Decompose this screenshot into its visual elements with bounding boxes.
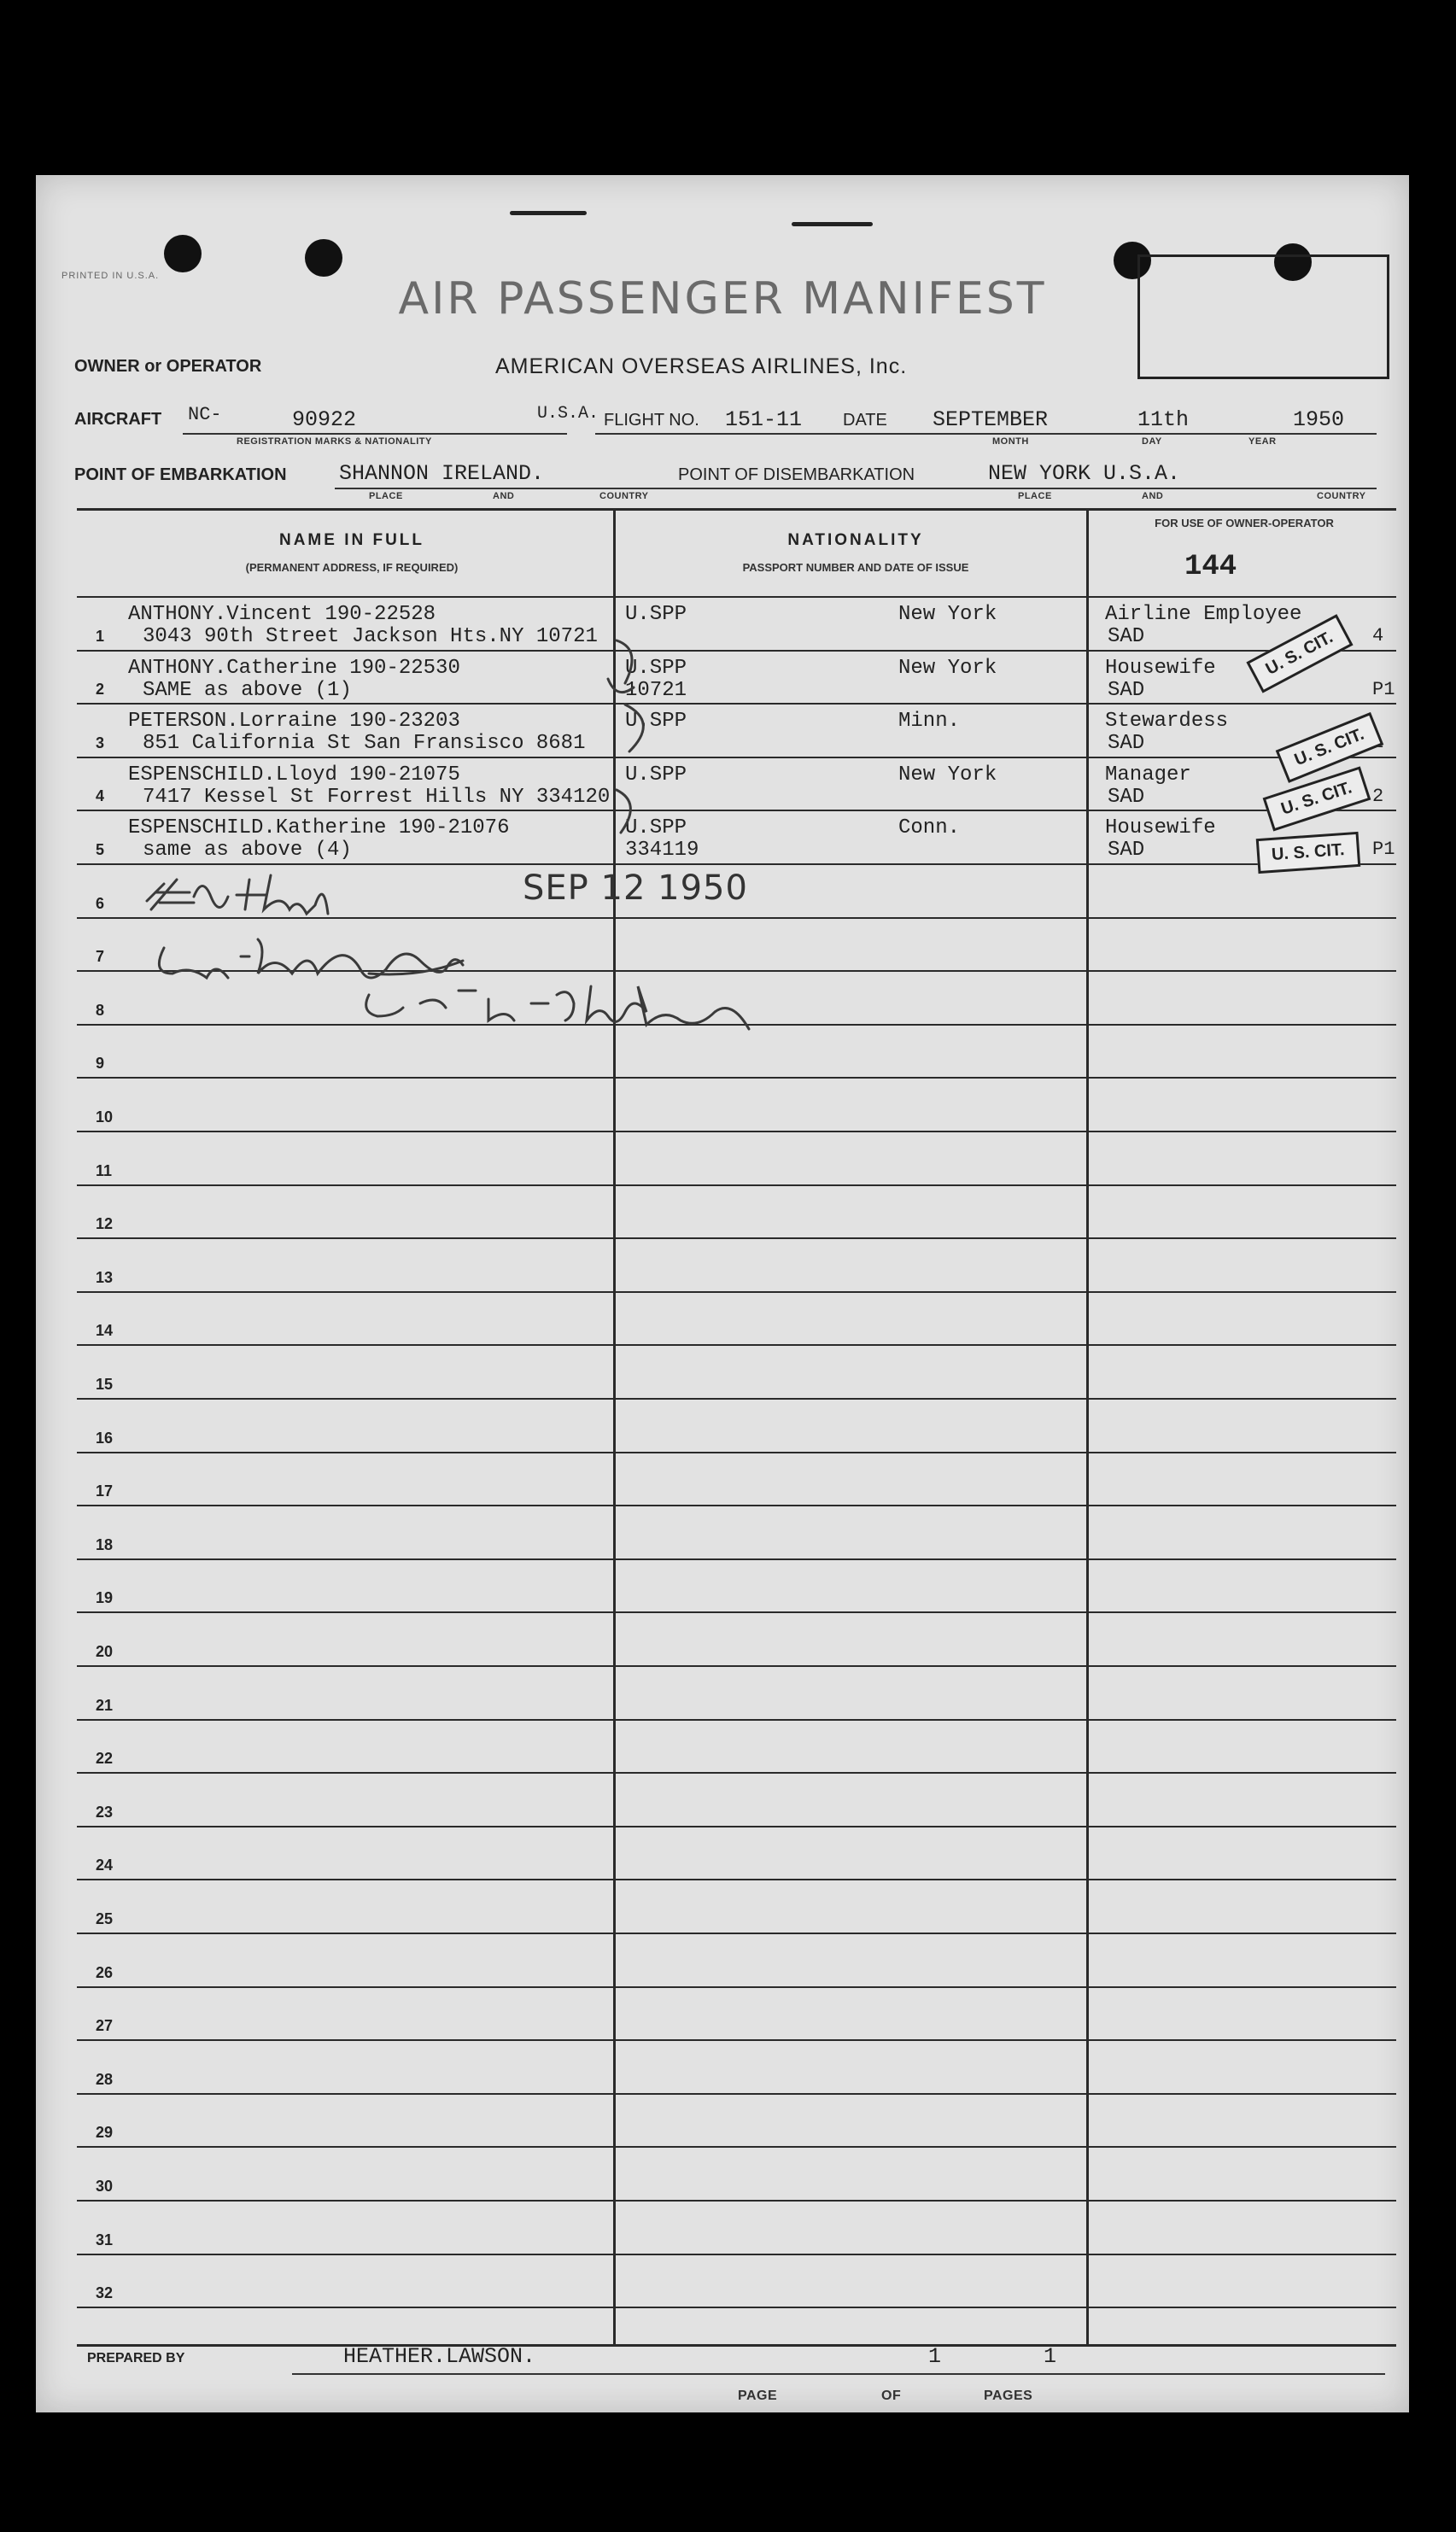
passenger-name: ESPENSCHILD.Katherine 190-21076 [128, 816, 510, 840]
of-label: OF [881, 2389, 902, 2403]
row-number: 14 [96, 1322, 114, 1340]
row-number: 23 [96, 1803, 114, 1821]
row-rule [77, 2254, 1396, 2255]
and-caption: AND [1142, 491, 1164, 501]
passenger-name: ANTHONY.Vincent 190-22528 [128, 603, 436, 626]
row-number: 4 [96, 787, 105, 805]
passenger-occupation: Stewardess [1105, 710, 1229, 734]
row-number: 10 [96, 1108, 114, 1126]
aircraft-label: AIRCRAFT [74, 410, 162, 429]
prepared-by-value: HEATHER.LAWSON. [343, 2344, 536, 2369]
row-number: 3 [96, 734, 105, 751]
row-rule [77, 1611, 1396, 1613]
month-caption: MONTH [992, 436, 1029, 447]
place-caption: PLACE [369, 491, 403, 501]
table-bottom-rule [77, 2344, 1396, 2347]
passenger-code: SAD [1108, 678, 1145, 702]
printed-in-note: PRINTED IN U.S.A. [61, 271, 160, 281]
row-rule [77, 1772, 1396, 1774]
nationality-column-sub: PASSPORT NUMBER AND DATE OF ISSUE [742, 561, 969, 574]
passenger-code: SAD [1108, 839, 1145, 863]
row-number: 29 [96, 2124, 114, 2142]
aircraft-prefix: NC- [188, 404, 222, 425]
passenger-code: SAD [1108, 732, 1145, 756]
embark-value: SHANNON IRELAND. [339, 461, 545, 486]
name-column-head: NAME IN FULL [278, 531, 425, 549]
passenger-address: 851 California St San Fransisco 8681 [143, 732, 586, 756]
row-rule [77, 1398, 1396, 1400]
row-number: 2 [96, 681, 105, 699]
row-rule [77, 1291, 1396, 1293]
row-number: 6 [96, 894, 105, 912]
row-rule [77, 1665, 1396, 1667]
row-number: 9 [96, 1055, 105, 1073]
row-rule [77, 1344, 1396, 1346]
row-number: 11 [96, 1161, 113, 1179]
row-number: 1 [96, 627, 105, 645]
row-number: 16 [96, 1429, 114, 1447]
passenger-nationality: U.SPP [625, 603, 687, 626]
row-rule [77, 1986, 1396, 1988]
day-caption: DAY [1142, 436, 1162, 447]
passenger-state: Minn. [898, 710, 961, 734]
passenger-state: New York [898, 656, 997, 680]
us-citizen-stamp: U. S. CIT. [1263, 767, 1371, 832]
form-title: AIR PASSENGER MANIFEST [398, 273, 1047, 325]
row-rule [77, 2039, 1396, 2041]
owner-label: OWNER or OPERATOR [74, 357, 262, 376]
row-rule [77, 2307, 1396, 2308]
row-number: 15 [96, 1376, 114, 1393]
passenger-address: same as above (4) [143, 839, 352, 863]
passenger-extra: 4 [1372, 625, 1384, 646]
nationality-column-head: NATIONALITY [787, 531, 924, 549]
row-number: 31 [96, 2231, 114, 2248]
row-rule [77, 1879, 1396, 1880]
row-number: 30 [96, 2178, 114, 2195]
owner-value: AMERICAN OVERSEAS AIRLINES, Inc. [495, 354, 908, 378]
row-number: 19 [96, 1589, 114, 1607]
passenger-nationality: U.SPP [625, 763, 687, 786]
row-number: 24 [96, 1857, 114, 1874]
name-column-sub: (PERMANENT ADDRESS, IF REQUIRED) [245, 561, 459, 574]
row-rule [77, 2146, 1396, 2148]
flight-label: FLIGHT NO. [604, 411, 699, 430]
row-rule [77, 2200, 1396, 2202]
passenger-name: ESPENSCHILD.Lloyd 190-21075 [128, 763, 460, 786]
row-number: 12 [96, 1215, 114, 1233]
passenger-extra: P1 [1372, 678, 1395, 700]
row-number: 28 [96, 2070, 114, 2088]
row-number: 13 [96, 1268, 114, 1286]
disembark-label: POINT OF DISEMBARKATION [678, 465, 915, 484]
and-caption: AND [493, 491, 515, 501]
row-number: 22 [96, 1750, 114, 1768]
embark-label: POINT OF EMBARKATION [74, 465, 287, 484]
row-number: 26 [96, 1963, 114, 1981]
passenger-nationality: U.SPP [625, 710, 687, 734]
passenger-nationality: U.SPP [625, 816, 687, 840]
day-value: 11th [1137, 407, 1190, 432]
owner-use-head: FOR USE OF OWNER-OPERATOR [1155, 517, 1334, 529]
month-value: SEPTEMBER [933, 407, 1049, 432]
country-caption: COUNTRY [599, 491, 649, 501]
row-number: 25 [96, 1910, 114, 1927]
row-number: 20 [96, 1643, 114, 1660]
date-label: DATE [843, 411, 887, 430]
aircraft-value: 90922 [292, 407, 357, 432]
page-number: 1 [928, 2344, 942, 2369]
row-rule [77, 1452, 1396, 1453]
row-number: 32 [96, 2284, 114, 2302]
row-number: 17 [96, 1482, 114, 1500]
passenger-code: SAD [1108, 785, 1145, 809]
passenger-name: PETERSON.Lorraine 190-23203 [128, 710, 460, 734]
page-total: 1 [1044, 2344, 1057, 2369]
place-caption: PLACE [1018, 491, 1052, 501]
row-number: 7 [96, 948, 105, 966]
handwritten-annotations [36, 175, 1409, 1285]
flight-value: 151-11 [725, 407, 803, 432]
passenger-state: New York [898, 763, 997, 786]
row-number: 27 [96, 2017, 114, 2035]
year-value: 1950 [1293, 407, 1345, 432]
passenger-code: SAD [1108, 625, 1145, 648]
year-caption: YEAR [1248, 436, 1277, 447]
passenger-occupation: Housewife [1105, 656, 1216, 680]
page-label: PAGE [738, 2389, 778, 2403]
manifest-sheet [36, 175, 1409, 2412]
passenger-extra: 2 [1372, 785, 1384, 807]
row-rule [77, 1826, 1396, 1827]
passenger-occupation: Airline Employee [1105, 603, 1302, 626]
passenger-nationality: U.SPP [625, 656, 687, 680]
disembark-value: NEW YORK U.S.A. [988, 461, 1181, 486]
passenger-state: New York [898, 603, 997, 626]
registration-caption: REGISTRATION MARKS & NATIONALITY [237, 436, 432, 447]
owner-count: 144 [1184, 551, 1237, 583]
pages-label: PAGES [984, 2389, 1033, 2403]
row-number: 21 [96, 1696, 114, 1714]
row-number: 8 [96, 1001, 105, 1019]
passenger-address: SAME as above (1) [143, 678, 352, 702]
us-citizen-stamp: U. S. CIT. [1246, 614, 1353, 693]
row-number: 5 [96, 841, 105, 858]
received-date-stamp: SEP 12 1950 [523, 868, 748, 908]
country-caption: COUNTRY [1317, 491, 1366, 501]
us-citizen-stamp: U. S. CIT. [1256, 832, 1360, 874]
row-rule [77, 1558, 1396, 1560]
passenger-name: ANTHONY.Catherine 190-22530 [128, 656, 460, 680]
prepared-by-label: PREPARED BY [87, 2351, 185, 2365]
passenger-extra: P1 [1372, 839, 1395, 861]
row-rule [77, 1933, 1396, 1934]
row-number: 18 [96, 1535, 114, 1553]
passenger-address: 3043 90th Street Jackson Hts.NY 10721 [143, 625, 598, 648]
aircraft-country: U.S.A. [537, 404, 599, 424]
passenger-address: 7417 Kessel St Forrest Hills NY 334120 [143, 785, 611, 809]
row-rule [77, 1505, 1396, 1506]
passenger-state: Conn. [898, 816, 961, 840]
us-citizen-stamp: U. S. CIT. [1276, 712, 1383, 783]
passenger-passport: 10721 [625, 678, 687, 702]
passenger-passport: 334119 [625, 839, 699, 863]
passenger-occupation: Manager [1105, 763, 1191, 786]
row-rule [77, 2093, 1396, 2095]
passenger-occupation: Housewife [1105, 816, 1216, 840]
row-rule [77, 1719, 1396, 1721]
